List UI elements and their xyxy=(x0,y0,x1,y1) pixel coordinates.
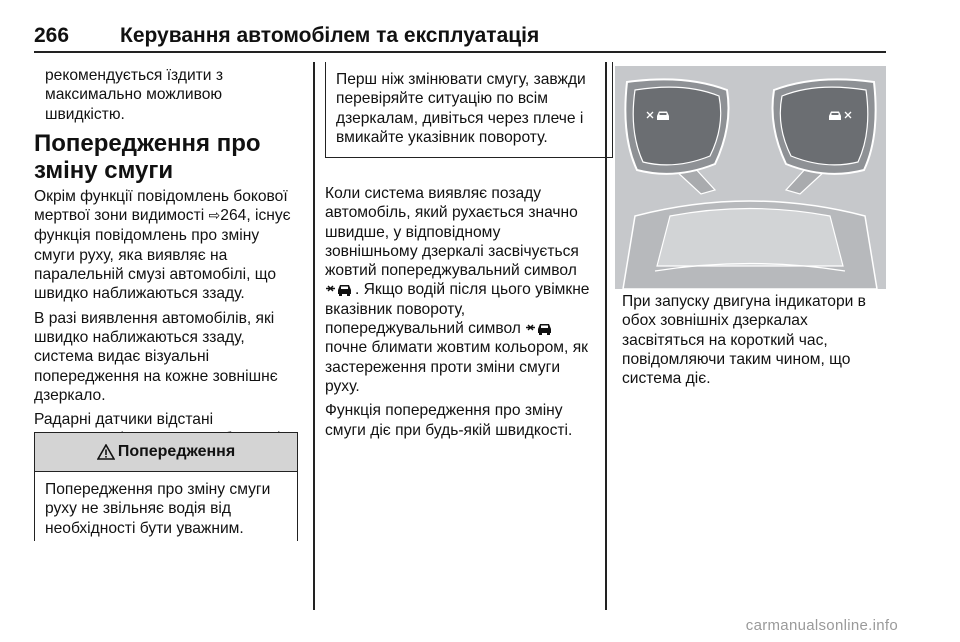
lane-change-warning-icon xyxy=(525,321,555,335)
page-title: Керування автомобілем та експлуатація xyxy=(120,24,540,47)
paragraph-4-part-c: почне блимати жовтим кольором, як застереження проти зміни смуги руху. xyxy=(325,339,588,395)
paragraph-2: В разі виявлення автомобілів, які швидко наближаються ззаду, система видає візуальні попередження на кожне зовнішнє дзеркало. xyxy=(34,309,278,404)
page-header xyxy=(34,24,886,52)
column-1 xyxy=(34,66,300,454)
column-2 xyxy=(325,184,597,445)
header-rule xyxy=(34,51,886,53)
watermark: carmanualsonline.info xyxy=(745,617,898,634)
warning-box xyxy=(34,432,298,541)
mirror-illustration xyxy=(615,66,886,289)
intro-text: рекомендується їздити з максимально можливою швидкістю. xyxy=(45,67,223,123)
paragraph-6: При запуску двигуна індикатори в обох зовнішніх дзеркалах засвітяться на короткий час, повідомляючи таким чином, що система діє. xyxy=(622,293,866,388)
column-3 xyxy=(622,292,884,393)
warning-triangle-icon xyxy=(97,444,115,460)
column-divider-left xyxy=(313,62,315,610)
car-mirrors-graphic xyxy=(615,66,886,289)
paragraph-3: Радарні датчики відстані xyxy=(34,411,214,429)
section-heading: Попередження про зміну смуги xyxy=(34,129,261,184)
paragraph-4 xyxy=(325,184,597,396)
caution-text: Перш ніж змінювати смугу, завжди перевіряйте ситуацію по всім дзеркалам, дивіться через плече і вмикайте указівник повороту. xyxy=(336,71,586,146)
caution-box xyxy=(325,62,613,158)
warning-title: Попередження xyxy=(117,443,236,460)
page-reference-link[interactable]: 264 xyxy=(220,207,247,225)
ref-arrow-icon: ⇨ xyxy=(208,208,221,225)
lane-change-warning-icon xyxy=(325,282,355,296)
paragraph-1-end: , існує функція повідомлень про зміну смуги руху, яка виявляє на паралельній смузі автомобілі, що швидко наближаються ззаду. xyxy=(34,207,291,303)
paragraph-5: Функція попередження про зміну смуги діє при будь-якій швидкості. xyxy=(325,402,573,439)
paragraph-4-part-a: Коли система виявляє позаду автомобіль, який рухається значно швидше, у відповідному зовнішньому дзеркалі засвічується жовтий попереджувальний символ xyxy=(325,185,579,280)
warning-header xyxy=(35,433,297,472)
warning-text: Попередження про зміну смуги руху не звільняє водія від необхідності бути уважним. xyxy=(45,481,271,537)
paragraph-4-part-b: . Якщо водій після цього увімкне вказівник повороту, попереджувальний символ xyxy=(325,281,590,338)
paragraph-1-start: Окрім функції повідомлень бокової мертвої зони видимості xyxy=(34,187,288,225)
paragraph-1 xyxy=(34,187,300,304)
page-number: 266 xyxy=(34,24,70,47)
